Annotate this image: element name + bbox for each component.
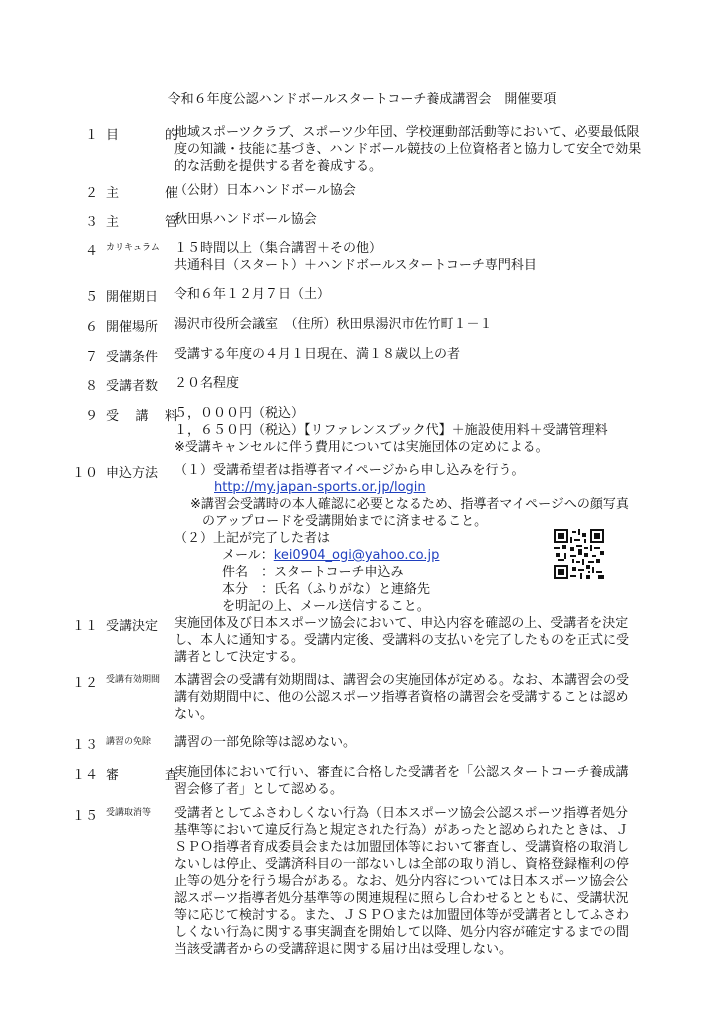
section-label: 受講条件 bbox=[106, 350, 159, 365]
section-label: 受講有効期間 bbox=[106, 675, 161, 685]
section-number: ７ bbox=[84, 350, 98, 365]
section-number: １４ bbox=[71, 768, 98, 783]
section-label: 受講取消等 bbox=[106, 808, 152, 818]
mail-line: メール：kei0904_ogi@yahoo.co.jp bbox=[222, 548, 440, 563]
section-number: ５ bbox=[84, 290, 98, 305]
section-body: 講習の一部免除等は認めない。 bbox=[174, 735, 357, 750]
section-number: ９ bbox=[84, 409, 98, 424]
section-body: ５，０００円（税込） １，６５０円（税込）【リファレンスブック代】＋施設使用料＋受講管理料 ※受講キャンセルに伴う費用については実施団体の定めによる。 bbox=[174, 406, 608, 455]
email-link[interactable]: kei0904_ogi@yahoo.co.jp bbox=[273, 548, 440, 563]
section-number: ４ bbox=[84, 244, 98, 259]
section-body: （公財）日本ハンドボール協会 bbox=[174, 183, 356, 198]
section-label: 目 的 bbox=[106, 128, 178, 143]
section-label: 講習の免除 bbox=[106, 737, 152, 747]
section-label: 主 管 bbox=[106, 215, 178, 230]
section-body: 実施団体において行い、審査に合格した受講者を「公認スタートコーチ養成講 習会修了者」として認める。 bbox=[174, 765, 629, 797]
login-link[interactable]: http://my.japan-sports.or.jp/login bbox=[214, 480, 426, 495]
section-number: １１ bbox=[71, 619, 98, 634]
section-body: 地域スポーツクラブ、スポーツ少年団、学校運動部活動等において、必要最低限 度の知識・技能に基づき、ハンドボール競技の上位資格者と協力して安全で効果 的な活動を提供する者を養成する。 bbox=[174, 125, 642, 174]
section-number: １５ bbox=[71, 809, 98, 824]
section-body: １５時間以上（集合講習＋その他） 共通科目（スタート）＋ハンドボールスタートコーチ専門科目 bbox=[174, 241, 537, 273]
section-number: １０ bbox=[71, 466, 98, 481]
section-body: 令和６年１２月７日（土） bbox=[174, 287, 331, 302]
document-title: 令和６年度公認ハンドボールスタートコーチ養成講習会 開催要項 bbox=[167, 92, 557, 107]
section-label: 受講者数 bbox=[106, 379, 159, 394]
section-body: ２０名程度 bbox=[174, 376, 240, 391]
section-body: 秋田県ハンドボール協会 bbox=[174, 212, 317, 227]
section-label: 開催場所 bbox=[106, 320, 159, 335]
section-label: 審 査 bbox=[106, 768, 178, 783]
qr-code-icon bbox=[554, 529, 604, 579]
section-label: 受 講 料 bbox=[106, 409, 178, 424]
section-number: ２ bbox=[84, 186, 98, 201]
section-label: 申込方法 bbox=[106, 466, 159, 481]
section-body: 湯沢市役所会議室 （住所）秋田県湯沢市佐竹町１－１ bbox=[174, 317, 493, 332]
section-number: １ bbox=[84, 128, 98, 143]
section-number: ３ bbox=[84, 215, 98, 230]
section-body: （１）受講希望者は指導者マイページから申し込みを行う。 http://my.japan-sports.or.jp/login ※講習会受講時の本人確認に必要となるため、指導者マイページへの顔写真 のアップロードを受講開始までに済ませること。 （２）上記が完了した者は メール：kei0904_ogi@yahoo.co.jp 件名 ：スタートコーチ申込み 本分 ：氏名（ふりがな）と連絡先 を明記の上、メール送信すること。 bbox=[174, 462, 660, 615]
section-body: 受講する年度の４月１日現在、満１８歳以上の者 bbox=[174, 347, 461, 362]
section-label: 受講決定 bbox=[106, 619, 159, 634]
section-label: 主 催 bbox=[106, 186, 178, 201]
section-label: カリキュラム bbox=[106, 243, 160, 253]
section-number: ８ bbox=[84, 379, 98, 394]
section-body: 本講習会の受講有効期間は、講習会の実施団体が定める。なお、本講習会の受 講有効期間中に、他の公認スポーツ指導者資格の講習会を受講することは認め ない。 bbox=[174, 673, 630, 722]
section-number: １２ bbox=[71, 676, 98, 691]
section-number: １３ bbox=[71, 738, 98, 753]
section-label: 開催期日 bbox=[106, 290, 159, 305]
section-body: 実施団体及び日本スポーツ協会において、申込内容を確認の上、受講者を決定 し、本人に通知する。受講内定後、受講料の支払いを完了したものを正式に受 講者として決定する。 bbox=[174, 616, 630, 665]
section-number: ６ bbox=[84, 320, 98, 335]
section-body: 受講者としてふさわしくない行為（日本スポーツ協会公認スポーツ指導者処分 基準等において違反行為と規定された行為）があったと認められたときは、Ｊ ＳＰＯ指導者育成委員会または加盟団体等において審査し、受講資格の取消し ないしは停止、受講済科目の一部ないしは全部の取り消し、資格登録権利の停 止等の処分を行う場合がある。なお、処分内容については日本スポーツ協会公 認スポーツ指導者処分基準等の関連規程に照らし合わせるとともに、受講状況 等に応じて検討する。また、ＪＳＰＯまたは加盟団体等が受講者としてふさわ しくない行為に関する事実調査を開始して以降、処分内容が確定するまでの間 当該受講者からの受講辞退に関する届け出は受理しない。 bbox=[174, 806, 630, 957]
